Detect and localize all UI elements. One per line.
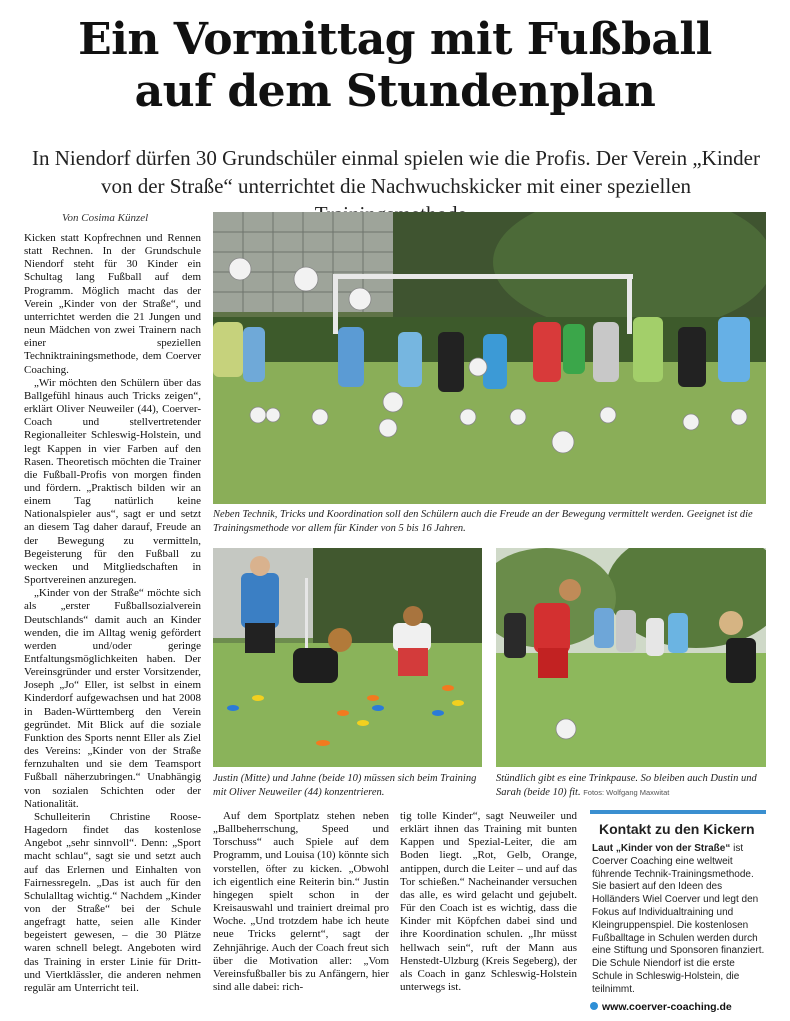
infobox-link-row[interactable] bbox=[590, 1001, 766, 1013]
article-column-2 bbox=[213, 810, 389, 994]
main-photo-caption: Neben Technik, Tricks und Koordination soll den Schülern auch die Freude an der Bewegung vermittelt werden. Geeignet ist die Trainingsmethode vor allem für Kinder von 5 bis 16 Jahren. bbox=[213, 509, 753, 534]
training-photo-left bbox=[213, 548, 482, 767]
infobox-text: ist Coerver Coaching eine weltweit führende Technik-Trainingsmethode. Sie basiert auf den Ideen des Holländers Wiel Coerver und legt den Fokus auf Individualtraining und Kleingruppenspiel. Die kostenlosen Fußballtage in Schulen werden durch eine Stiftung und Sponsoren finanziert. Die Schule Niendorf ist die erste Schule in Schleswig-Holstein, die teilnimmt. bbox=[592, 843, 765, 995]
bullet-dot-icon bbox=[590, 1002, 598, 1010]
photo-credit: Fotos: Wolfgang Maxwitat bbox=[583, 787, 670, 797]
paragraph: „Wir möchten den Schülern über das Ballgefühl hinaus auch Tricks zeigen“, erklärt Oliver Neuweiler (44), Coerver-Coach und stellvertretender Regionalleiter Schleswig-Holstein, und legt Kappen in vier Farben auf den Rasen. Theoretisch möchten die Trainer die Fußball-Profis von morgen finden und fördern. „Praktisch bilden wir an einem Tag natürlich keine Nationalspieler aus“, sagt er und setzt an diesem Tag daher darauf, Freude an der Bewegung zu vermitteln, Begeisterung für den Fußball zu wecken und Mitgliedschaften in Sportvereinen anzuregen. bbox=[24, 376, 201, 587]
infobox-lead: Laut „Kinder von der Straße“ bbox=[592, 843, 731, 854]
headline-line-1: Ein Vormittag mit Fußball bbox=[78, 14, 712, 65]
headline bbox=[0, 14, 790, 118]
right-photo-caption bbox=[496, 772, 768, 799]
article-column-3 bbox=[400, 810, 577, 994]
infobox-title: Kontakt zu den Kickern bbox=[599, 821, 755, 837]
contact-infobox bbox=[590, 810, 766, 1013]
paragraph: „Kinder von der Straße“ möchte sich als „erster Fußballsozialverein Deutschlands“ damit auch an Kinder wenden, die im Alltag wenig gefördert werden und/oder geringe Entfaltungsmöglichkeiten haben. Der Vereinsgründer und erster Vorsitzender, Joseph „Jo“ Eller, ist selbst in einem Kinderdorf aufgewachsen und hat 2008 in Baden-Württemberg den Verein gegründet. Mit Blick auf die soziale Funktion des Sports nennt Eller als Ziel des Vereins: „Kinder von der Straße fernzuhalten und sie dem Teamsport Fußball näherzubringen.“ Unabhängig von sozialen Schichten oder der Nationalität. bbox=[24, 587, 201, 810]
infobox-link[interactable]: www.coerver-coaching.de bbox=[602, 1000, 732, 1013]
right-photo-caption-text: Stündlich gibt es eine Trinkpause. So bleiben auch Dustin und Sarah (beide 10) fit. bbox=[496, 773, 757, 798]
paragraph: Auf dem Sportplatz stehen neben „Ballbeherrschung, Speed und Torschuss“ auch Spiele auf dem Programm, und Louisa (10) könnte sich vorstellen, öfter zu kicken. „Obwohl ich eigentlich eine Reiterin bin.“ Justin hingegen spielt schon in der Kreisauswahl und trainiert dreimal pro Woche. „Und trotzdem habe ich heute neue Tricks gelernt“, sagt der Zehnjährige. Auch der Coach freut sich über die Motivation aller: „Vom Vereinsfußballer bis zu Anfängern, hier sind alle dabei: rich- bbox=[213, 810, 389, 994]
paragraph: tig tolle Kinder“, sagt Neuweiler und erklärt ihnen das Training mit bunten Kappen und Spezial-Leiter, die am Boden liegt. „Rot, Gelb, Orange, antippen, durch die Leiter – und auf das Tor schießen.“ Nacheinander versuchen das alle, es wird gelacht und gejubelt. Für den Coach ist es wichtig, dass die Kinder mit Köpfchen dabei sind und ihre Koordination schulen. „Ihr müsst hellwach sein“, ruft der Mann aus Henstedt-Ulzburg (Kreis Segeberg), der als Coach in ganz Schleswig-Holstein unterwegs ist. bbox=[400, 810, 577, 994]
byline: Von Cosima Künzel bbox=[62, 212, 149, 224]
subheadline: In Niendorf dürfen 30 Grundschüler einmal spielen wie die Profis. Der Verein „Kinder von der Straße“ unterrichtet die Nachwuchskicker mit einer speziellen bbox=[32, 146, 760, 198]
infobox-body bbox=[592, 843, 766, 997]
main-photo bbox=[213, 212, 766, 504]
headline-line-2: auf dem Stundenplan bbox=[134, 66, 656, 117]
paragraph: Kicken statt Kopfrechnen und Rennen statt Rechnen. In der Grundschule Niendorf steht für 30 Kinder ein Schultag lang Fußball auf dem Programm. Möglich macht das der Verein „Kinder von der Straße“, und unterrichtet werden die 21 Jungen und neun Mädchen von zwei Trainern nach einer speziellen Techniktrainingsmethode, dem Coerver Coaching. bbox=[24, 232, 201, 376]
training-photo-right bbox=[496, 548, 766, 767]
article-column-1 bbox=[24, 232, 201, 995]
left-photo-caption: Justin (Mitte) und Jahne (beide 10) müssen sich beim Training mit Oliver Neuweiler (44) konzentrieren. bbox=[213, 773, 477, 798]
paragraph: Schulleiterin Christine Roose-Hagedorn findet das kostenlose Angebot „sehr sinnvoll“. Denn: „Sport macht schlau“, sagt sie und setzt auch auf das Erlernen und Einhalten von Fairnessregeln. „Das ist auch für den Schulalltag wichtig.“ Nachdem „Kinder von der Straße“ bei der Schule angefragt hatte, seien alle Kinder begeistert gewesen, – die 30 Plätze waren schnell belegt. Angeboten wird das Training in erster Linie für Dritt- und Viertklässler, die anderen nehmen regulär am Unterricht teil. bbox=[24, 810, 201, 994]
